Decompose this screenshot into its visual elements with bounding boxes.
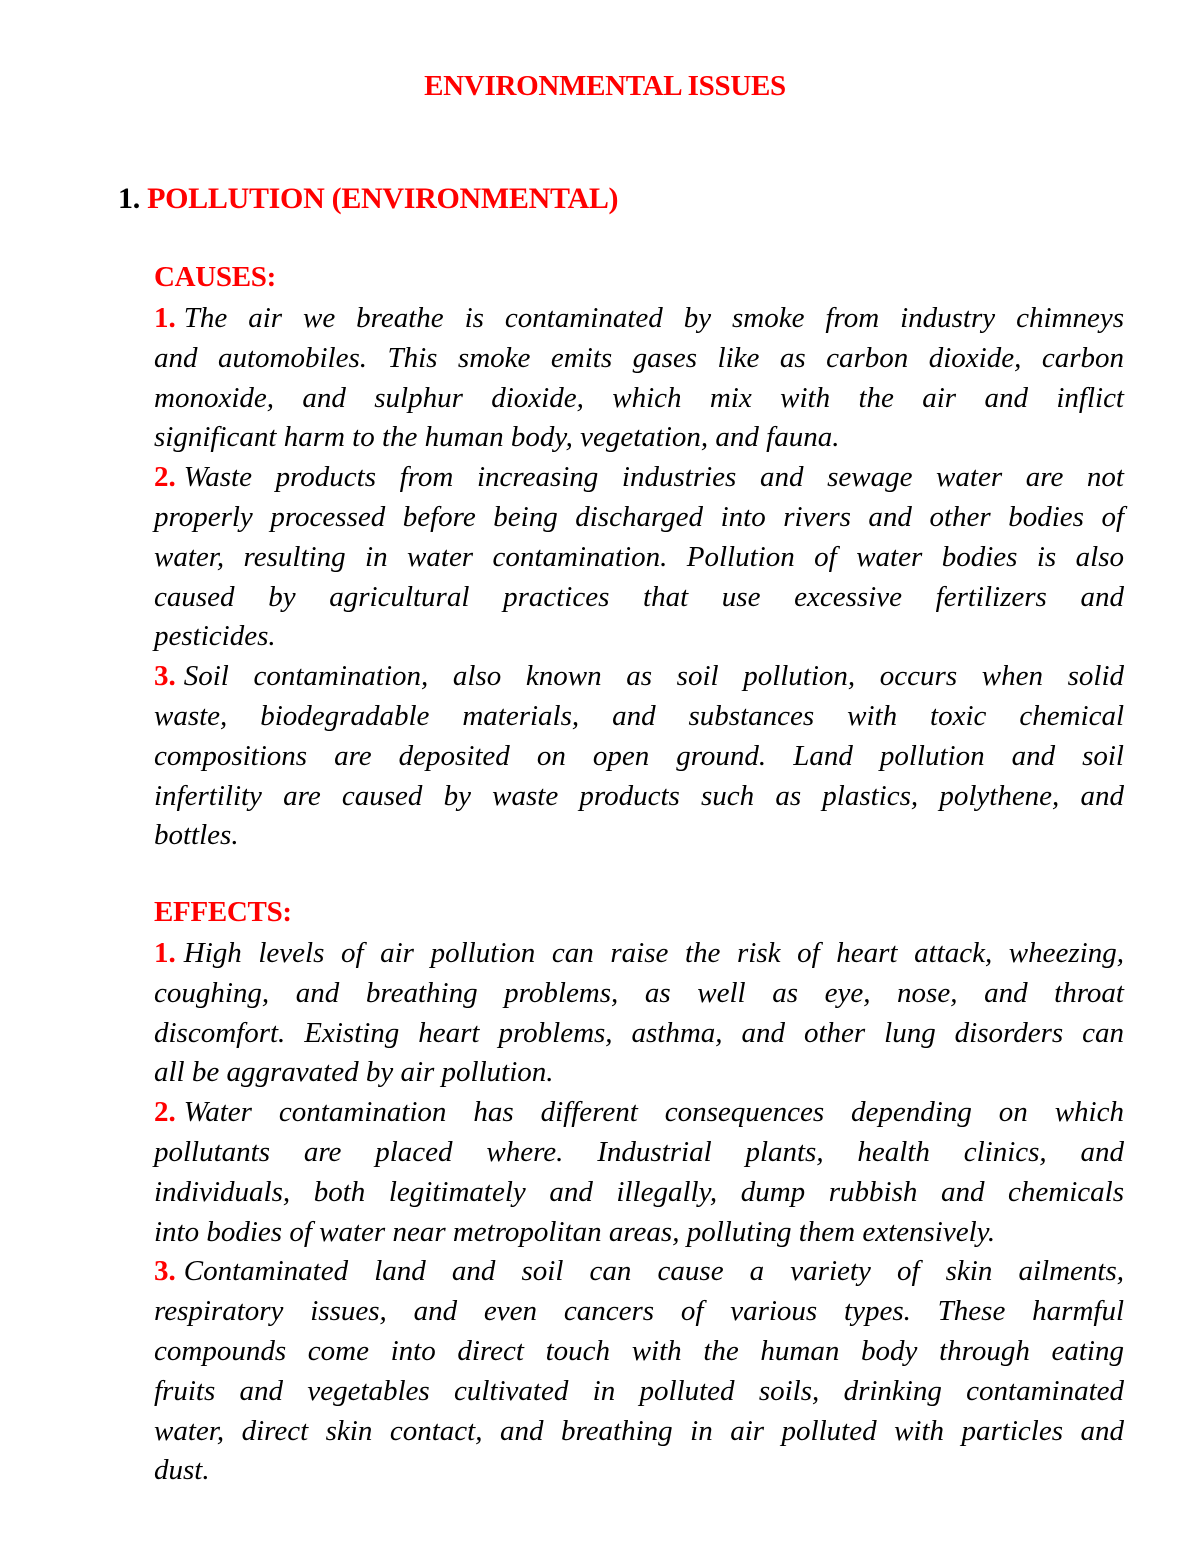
- line-text: The air we breathe is contaminated by smoke from industry chimneys: [183, 302, 1124, 334]
- line-text: Contaminated land and soil can cause a variety of skin ailments,: [183, 1255, 1124, 1288]
- text-line: [154, 1093, 1124, 1133]
- text-line: [154, 498, 1124, 538]
- text-line: [154, 1292, 1124, 1332]
- text-line: [154, 1332, 1124, 1372]
- line-text: waste, biodegradable materials, and substances with toxic chemical: [154, 699, 1124, 732]
- text-line: [154, 339, 1124, 379]
- item-number: 3.: [154, 1255, 176, 1288]
- text-line: [154, 617, 1124, 657]
- line-text: Soil contamination, also known as soil pollution, occurs when solid: [183, 660, 1124, 693]
- text-line: [154, 418, 1124, 458]
- text-line: [154, 1053, 1124, 1093]
- text-line: [154, 1014, 1124, 1054]
- line-text: pollutants are placed where. Industrial plants, health clinics, and: [154, 1135, 1124, 1168]
- text-line: [154, 578, 1124, 618]
- text-line: [154, 1252, 1124, 1292]
- section-heading: [118, 182, 618, 216]
- line-text: into bodies of water near metropolitan areas, polluting them extensively.: [154, 1215, 996, 1248]
- text-line: [154, 777, 1124, 817]
- line-text: caused by agricultural practices that use excessive fertilizers and: [154, 580, 1124, 613]
- text-line: [154, 538, 1124, 578]
- item-number: 3.: [154, 660, 176, 693]
- section-title: POLLUTION (ENVIRONMENTAL): [147, 182, 619, 215]
- text-line: [154, 1173, 1124, 1213]
- causes-item: [154, 458, 1124, 657]
- effects-item: [154, 1252, 1124, 1491]
- text-line: [154, 816, 1124, 856]
- line-text: water, resulting in water contamination. Pollution of water bodies is also: [154, 540, 1124, 573]
- item-number: 2.: [154, 1096, 176, 1129]
- line-text: infertility are caused by waste products such as plastics, polythene, and: [154, 779, 1124, 812]
- line-text: pesticides.: [154, 620, 276, 653]
- line-text: coughing, and breathing problems, as well as eye, nose, and throat: [154, 976, 1124, 1009]
- causes-item: [154, 299, 1124, 458]
- line-text: water, direct skin contact, and breathing in air polluted with particles and: [154, 1414, 1124, 1447]
- effects-item: [154, 1093, 1124, 1252]
- item-number: 1.: [154, 302, 176, 334]
- text-line: [154, 458, 1124, 498]
- line-text: significant harm to the human body, vegetation, and fauna.: [154, 421, 840, 454]
- line-text: compounds come into direct touch with the human body through eating: [154, 1334, 1124, 1367]
- line-text: respiratory issues, and even cancers of various types. These harmful: [154, 1295, 1124, 1328]
- text-line: [154, 1412, 1124, 1452]
- effects-heading: EFFECTS:: [154, 896, 292, 928]
- text-line: [154, 737, 1124, 777]
- line-text: and automobiles. This smoke emits gases like as carbon dioxide, carbon: [154, 341, 1124, 374]
- line-text: High levels of air pollution can raise the risk of heart attack, wheezing,: [183, 937, 1124, 969]
- line-text: all be aggravated by air pollution.: [154, 1056, 554, 1089]
- text-line: [154, 1213, 1124, 1253]
- line-text: Waste products from increasing industries and sewage water are not: [183, 461, 1124, 494]
- text-line: [154, 299, 1124, 339]
- text-line: [154, 1451, 1124, 1491]
- line-text: Water contamination has different consequences depending on which: [183, 1096, 1124, 1129]
- document-title: ENVIRONMENTAL ISSUES: [424, 70, 786, 102]
- text-line: [154, 657, 1124, 697]
- line-text: dust.: [154, 1454, 210, 1487]
- line-text: bottles.: [154, 819, 239, 852]
- effects-list: [154, 934, 1124, 1491]
- causes-list: [154, 299, 1124, 856]
- causes-heading: CAUSES:: [154, 261, 276, 293]
- line-text: individuals, both legitimately and illegally, dump rubbish and chemicals: [154, 1175, 1124, 1208]
- item-number: 1.: [154, 937, 176, 969]
- line-text: discomfort. Existing heart problems, asthma, and other lung disorders can: [154, 1016, 1124, 1049]
- text-line: [154, 974, 1124, 1014]
- text-line: [154, 1372, 1124, 1412]
- text-line: [154, 697, 1124, 737]
- text-line: [154, 934, 1124, 974]
- text-line: [154, 379, 1124, 419]
- line-text: compositions are deposited on open ground. Land pollution and soil: [154, 739, 1124, 772]
- item-number: 2.: [154, 461, 176, 494]
- effects-item: [154, 934, 1124, 1093]
- line-text: monoxide, and sulphur dioxide, which mix with the air and inflict: [154, 381, 1124, 414]
- section-number: 1.: [118, 182, 140, 215]
- text-line: [154, 1133, 1124, 1173]
- causes-item: [154, 657, 1124, 856]
- line-text: properly processed before being discharged into rivers and other bodies of: [154, 500, 1124, 533]
- line-text: fruits and vegetables cultivated in polluted soils, drinking contaminated: [154, 1374, 1124, 1407]
